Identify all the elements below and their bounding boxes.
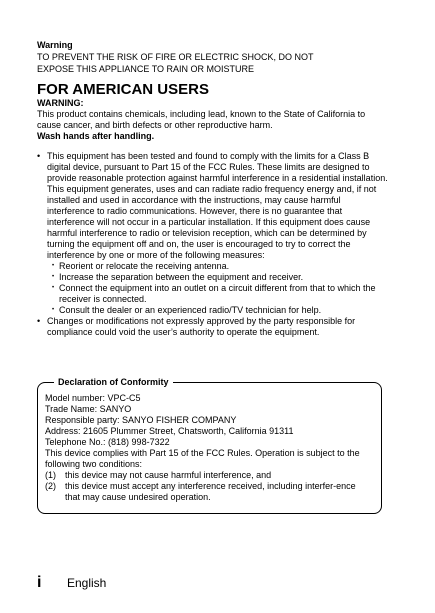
sub-bullet-icon: • (51, 274, 55, 280)
condition-text: this device may not cause harmful interference, and (65, 470, 272, 480)
page-footer (37, 574, 106, 592)
list-item (37, 305, 389, 316)
modifications-text: Changes or modifications not expressly approved by the party responsible for compliance could void the user’s authority to operate the equipment. (47, 316, 356, 337)
telephone: Telephone No.: (818) 998-7322 (45, 437, 170, 447)
fcc-notice-list (37, 151, 389, 338)
condition-text: this device must accept any interference received, including interfer-ence that may cause undesired operation. (65, 481, 356, 502)
bullet-icon: • (37, 316, 41, 326)
compliance-statement: This device complies with Part 15 of the FCC Rules. Operation is subject to the following two conditions: (45, 448, 360, 469)
warning-text (37, 51, 389, 75)
fcc-compliance-text: This equipment has been tested and found to comply with the limits for a Class B digital device, pursuant to Part 15 of the FCC Rules. These limits are designed to provide reasonable protection against harmful interference in a residential installation. This equipment generates, uses and can radiate radio frequency energy and, if not installed and used in accordance with the instructions, may cause harmful interference to radio communications. However, there is no guarantee that interference will not occur in a particular installation. If this equipment does cause harmful interference to radio or television reception, which can be determined by turning the equipment off and on, the user is encouraged to try to correct the interference by one or more of the following measures: (47, 151, 388, 260)
warning-line-2: EXPOSE THIS APPLIANCE TO RAIN OR MOISTURE (37, 64, 255, 74)
list-item (37, 261, 389, 272)
declaration-box (37, 377, 382, 514)
declaration-title: Declaration of Conformity (54, 376, 173, 388)
section-title: FOR AMERICAN USERS (37, 81, 209, 98)
warning-label: WARNING: (37, 98, 84, 108)
sub-bullet-icon: • (51, 285, 55, 291)
condition-item (45, 481, 370, 503)
sub-bullet-icon: • (51, 307, 55, 313)
model-number: Model number: VPC-C5 (45, 393, 141, 403)
measure-text: Connect the equipment into an outlet on a circuit different from that to which the receiver is connected. (59, 283, 376, 304)
list-item (37, 151, 389, 261)
language-label: English (67, 576, 107, 590)
page-number: i (37, 574, 42, 591)
responsible-party: Responsible party: SANYO FISHER COMPANY (45, 415, 237, 425)
declaration-body (45, 393, 370, 503)
list-item (37, 283, 389, 305)
prop65-warning-text: This product contains chemicals, including lead, known to the State of California to cause cancer, and birth defects or other reproductive harm. (37, 109, 366, 130)
page-content (37, 40, 389, 338)
measure-text: Increase the separation between the equipment and receiver. (59, 272, 304, 282)
bullet-icon: • (37, 151, 41, 161)
warning-heading: Warning (37, 40, 73, 50)
measure-text: Consult the dealer or an experienced radio/TV technician for help. (59, 305, 322, 315)
trade-name: Trade Name: SANYO (45, 404, 132, 414)
warning-line-1: TO PREVENT THE RISK OF FIRE OR ELECTRIC SHOCK, DO NOT (37, 52, 314, 62)
list-item (37, 316, 389, 338)
condition-item (45, 470, 370, 481)
sub-bullet-icon: • (51, 263, 55, 269)
condition-number: (1) (45, 470, 56, 480)
list-item (37, 272, 389, 283)
address: Address: 21605 Plummer Street, Chatsworth, California 91311 (45, 426, 294, 436)
wash-hands-text: Wash hands after handling. (37, 131, 155, 141)
condition-number: (2) (45, 481, 56, 491)
measure-text: Reorient or relocate the receiving antenna. (59, 261, 230, 271)
